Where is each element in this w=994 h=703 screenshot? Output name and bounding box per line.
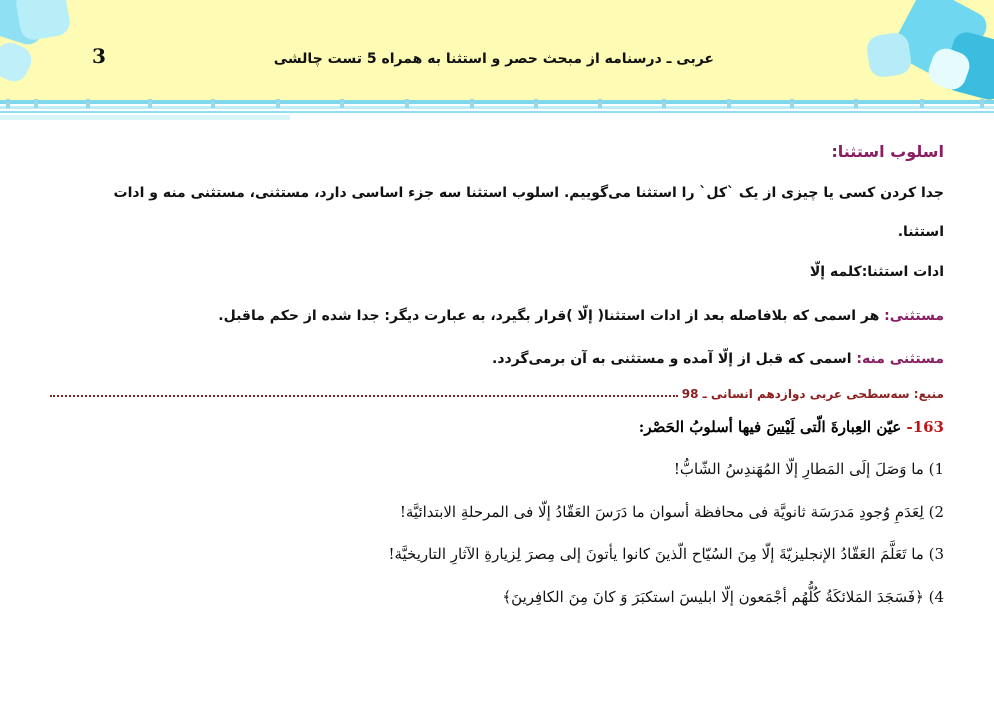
intro-paragraph: جدا کردن کسی یا چیزی از یک `کل` را استثنا می‌گوییم. اسلوب استثنا سه جزء اساسی دارد، مستثنی، مستثنی منه و ادات [113, 185, 944, 201]
adat-line [810, 264, 944, 280]
option-text: ﴿فَسَجَدَ المَلائكَةُ كُلُّهُم أجْمَعون إلّا ابليسَ استكبَرَ وَ كانَ مِنَ الكافِرينَ﴾ [502, 588, 924, 606]
decor-square [865, 31, 912, 78]
source-leader-dots [50, 395, 678, 397]
stripe-tick [86, 99, 90, 108]
stripe-tick [854, 99, 858, 108]
question-number: 163- [906, 418, 944, 436]
minho-definition: اسمی که قبل از إلّا آمده و مستثنی به آن برمی‌گردد. [492, 351, 852, 367]
stripe-tick [211, 99, 215, 108]
option-2[interactable] [400, 503, 944, 521]
stripe-tick [34, 99, 38, 108]
option-number: 2) [928, 503, 944, 521]
stripe-tick [148, 99, 152, 108]
source-note: منبع: سه‌سطحی عربی دوازدهم انسانی ـ 98 [681, 387, 944, 401]
option-text: ما وَصَلَ إلَی المَطارِ إلّا المُهَندِسُ الشّابُّ! [673, 460, 924, 478]
stripe-tick [470, 99, 474, 108]
adat-label: ادات استثنا: [861, 264, 944, 280]
header-stripe [0, 115, 290, 120]
section-title: اسلوب استثنا: [831, 142, 944, 161]
option-number: 1) [928, 460, 944, 478]
mostasna-label: مستثنی: [884, 308, 944, 324]
stripe-tick [534, 99, 538, 108]
question-stem [639, 418, 944, 436]
option-number: 4) [928, 588, 944, 606]
stripe-tick [340, 99, 344, 108]
stripe-tick [920, 99, 924, 108]
page-header [0, 0, 994, 100]
mostasna-definition: هر اسمی که بلافاصله بعد از ادات استثنا( إلّا )قرار بگیرد، به عبارت دیگر: جدا شده از حکم ماقبل. [218, 308, 880, 324]
option-3[interactable] [388, 545, 944, 563]
stripe-tick [790, 99, 794, 108]
stripe-tick [727, 99, 731, 108]
question-stem-before: عيّن العِبارةَ الّتی [799, 418, 902, 436]
stripe-tick [405, 99, 409, 108]
option-text: ما تَعَلَّمَ العَقّادُ الإنجليزيّةَ إلّا مِنَ السُيّاح الّذينَ كانوا يأتونَ إلی مِصرَ لِزيارةِ الآثارِ التاريخيَّة! [388, 545, 924, 563]
question-stem-underlined: لَيْسَ [766, 418, 795, 436]
stripe-tick [598, 99, 602, 108]
header-title: عربی ـ درسنامه از مبحث حصر و استثنا به همراه 5 تست چالشی [273, 51, 714, 67]
intro-paragraph-end: استثنا. [897, 224, 944, 240]
page-number: 3 [92, 44, 106, 68]
stripe-tick [276, 99, 280, 108]
mostasna-line [218, 308, 944, 324]
minho-line [492, 351, 944, 367]
option-number: 3) [928, 545, 944, 563]
stripe-tick [980, 99, 984, 108]
option-1[interactable] [674, 460, 944, 478]
minho-label: مستثنی منه: [856, 351, 944, 367]
question-stem-after: فيها أسلوبُ الحَصْر: [638, 418, 762, 436]
option-text: لِعَدَمِ وُجودِ مَدرَسَة ثانويَّة فی محافظة أسوان ما دَرَسَ العَقّادُ إلّا فی المرحلةِ الابتدائيَّة! [399, 503, 924, 521]
stripe-tick [6, 99, 10, 108]
option-4[interactable] [502, 588, 944, 606]
adat-value: کلمه إلّا [809, 264, 862, 280]
header-stripe [0, 111, 994, 113]
stripe-tick [662, 99, 666, 108]
decor-square [0, 38, 36, 86]
